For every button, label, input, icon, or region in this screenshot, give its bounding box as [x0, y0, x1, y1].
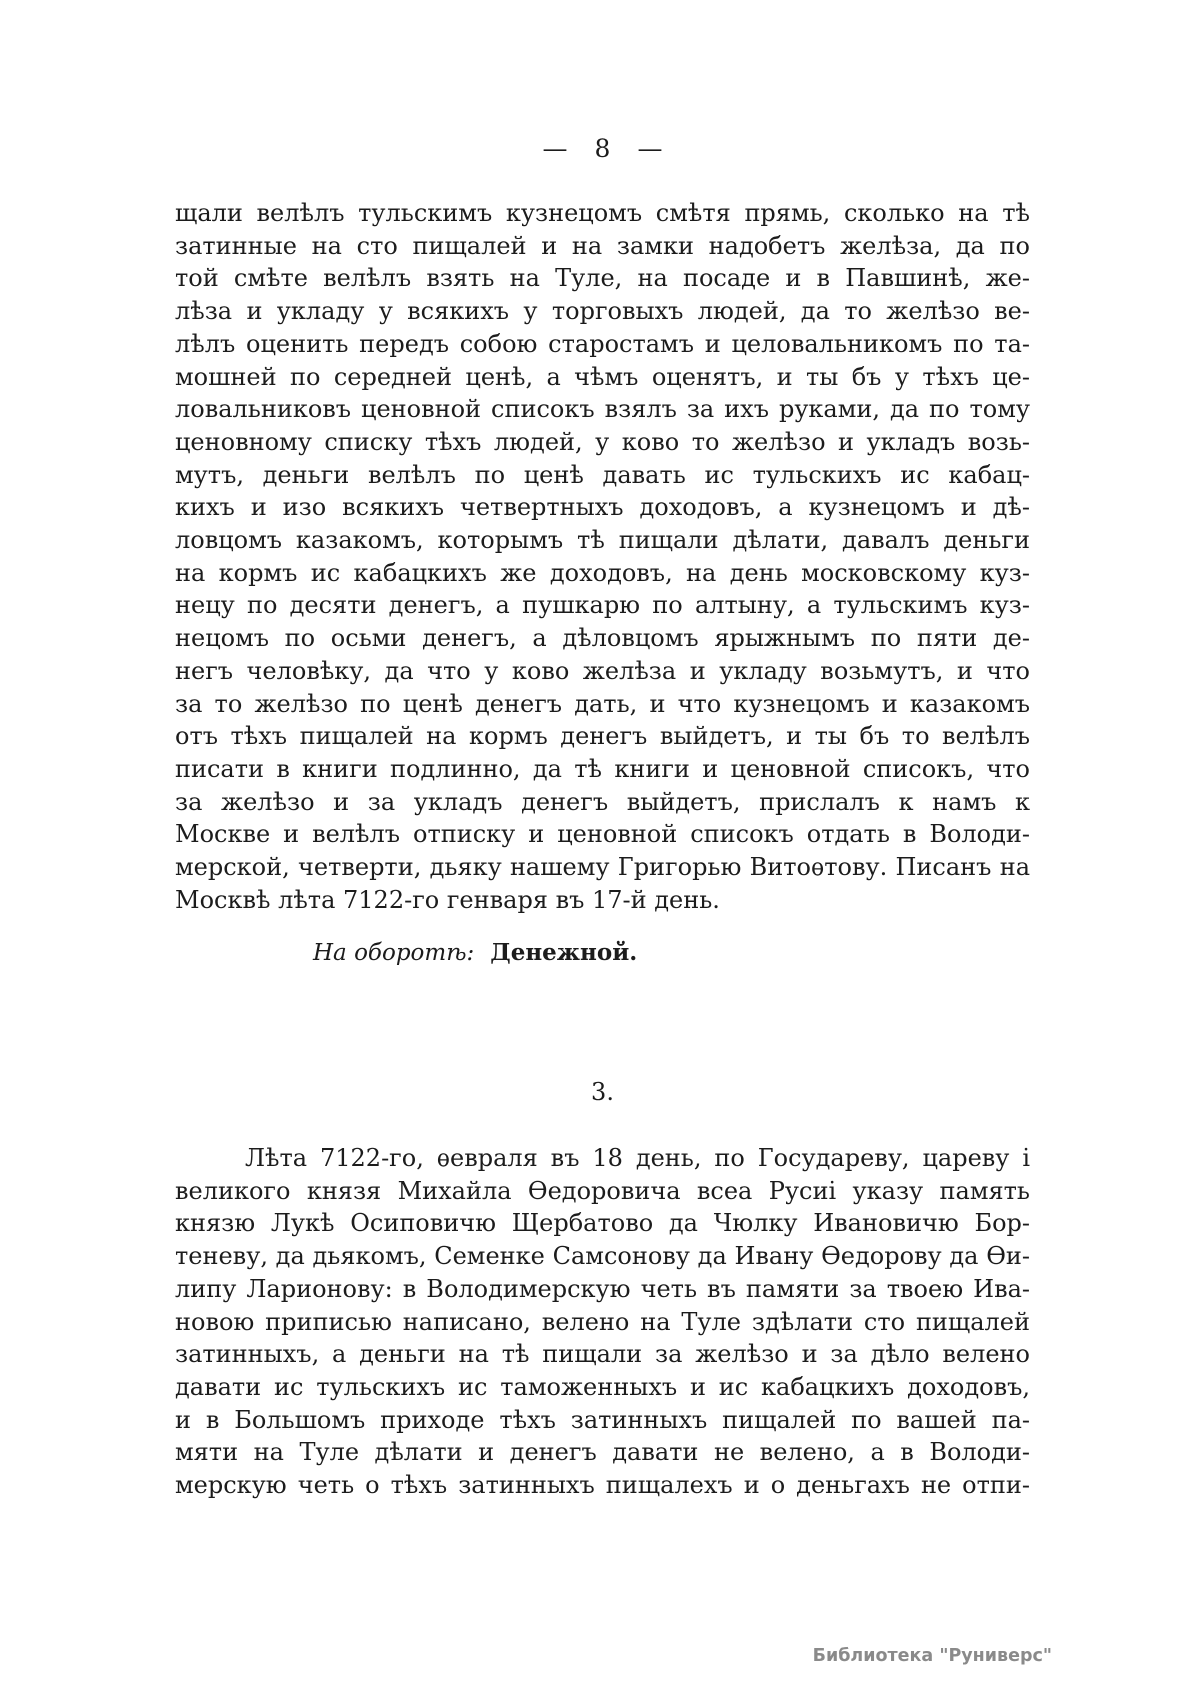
text-line: лѣза и укладу у всякихъ у торговыхъ людей, да то желѣзо ве- [175, 297, 1030, 326]
section-heading: 3. [591, 1078, 614, 1106]
text-line: мутъ, деньги велѣлъ по ценѣ давать ис тульскихъ ис кабац- [175, 460, 1030, 489]
text-line: щали велѣлъ тульскимъ кузнецомъ смѣтя прямь, сколько на тѣ [175, 199, 1030, 227]
text-line: затинные на сто пищалей и на замки надобетъ желѣза, да по [175, 231, 1030, 260]
verso-note [313, 938, 637, 968]
text-line: теневу, да дьякомъ, Семенке Самсонову да Ивану Ѳедорову да Ѳи- [175, 1242, 1030, 1271]
text-line: Москвѣ лѣта 7122-го генваря въ 17-й день. [175, 885, 720, 914]
text-line: ловальниковъ ценовной списокъ взялъ за ихъ руками, да по тому [175, 395, 1030, 424]
verso-note-value: Денежной. [490, 939, 638, 966]
text-line: и в Большомъ приходе тѣхъ затинныхъ пищалей по вашей па- [175, 1405, 1030, 1434]
page-number-value: 8 [594, 134, 611, 163]
text-line: липу Ларионову: в Володимерскую четь въ памяти за твоею Ива- [175, 1274, 1030, 1303]
text-line: ценовному списку тѣхъ людей, у ково то желѣзо и укладъ возь- [175, 427, 1030, 456]
text-line: давати ис тульскихъ ис таможенныхъ и ис кабацкихъ доходовъ, [175, 1372, 1030, 1401]
text-line: мерской, четверти, дьяку нашему Григорью Витоѳтову. Писанъ на [175, 853, 1030, 882]
text-line: за желѣзо и за укладъ денегъ выйдетъ, прислалъ к намъ к [175, 787, 1030, 816]
text-line: Лѣта 7122-го, ѳевраля въ 18 день, по Государеву, цареву і [245, 1144, 1030, 1172]
verso-note-label: На оборотѣ: [313, 940, 475, 966]
text-line: мяти на Туле дѣлати и денегъ давати не велено, а в Володи- [175, 1438, 1030, 1467]
page-number-dash-left: — [542, 134, 568, 163]
text-line: ловцомъ казакомъ, которымъ тѣ пищали дѣлати, давалъ деньги [175, 526, 1030, 555]
text-line: затинныхъ, а деньги на тѣ пищали за желѣзо и за дѣло велено [175, 1340, 1030, 1369]
document-paragraph-2 [175, 1142, 1030, 1502]
text-line: нецомъ по осьми денегъ, а дѣловцомъ ярыжнымъ по пяти де- [175, 624, 1030, 653]
text-line: писати в книги подлинно, да тѣ книги и ценовной списокъ, что [175, 754, 1030, 783]
text-line: князю Лукѣ Осиповичю Щербатово да Чюлку Ивановичю Бор- [175, 1209, 1030, 1238]
text-line: лѣлъ оценить передъ собою старостамъ и целовальникомъ по та- [175, 329, 1030, 358]
text-line: отъ тѣхъ пищалей на кормъ денегъ выйдетъ, и ты бъ то велѣлъ [175, 722, 1030, 751]
text-line: кихъ и изо всякихъ четвертныхъ доходовъ, а кузнецомъ и дѣ- [175, 493, 1030, 522]
text-line: за то желѣзо по ценѣ денегъ дать, и что кузнецомъ и казакомъ [175, 689, 1030, 718]
text-line: великого князя Михайла Ѳедоровича всеа Русиі указу память [175, 1176, 1030, 1205]
document-paragraph-1 [175, 197, 1030, 916]
page-number [175, 134, 1030, 164]
library-watermark: Библиотека "Руниверс" [812, 1646, 1052, 1666]
text-line: негъ человѣку, да что у ково желѣза и укладу возьмутъ, и что [175, 656, 1030, 685]
text-line: на кормъ ис кабацкихъ же доходовъ, на день московскому куз- [175, 558, 1030, 587]
text-line: той смѣте велѣлъ взять на Туле, на посаде и в Павшинѣ, же- [175, 264, 1030, 293]
text-line: мошней по середней ценѣ, а чѣмъ оценятъ, и ты бъ у тѣхъ це- [175, 362, 1030, 391]
page-number-dash-right: — [637, 134, 663, 163]
text-line: нецу по десяти денегъ, а пушкарю по алтыну, а тульскимъ куз- [175, 591, 1030, 620]
text-line: новою приписью написано, велено на Туле здѣлати сто пищалей [175, 1307, 1030, 1336]
text-line: мерскую четь о тѣхъ затинныхъ пищалехъ и о деньгахъ не отпи- [175, 1471, 1030, 1500]
text-line: Москве и велѣлъ отписку и ценовной списокъ отдать в Володи- [175, 820, 1030, 849]
